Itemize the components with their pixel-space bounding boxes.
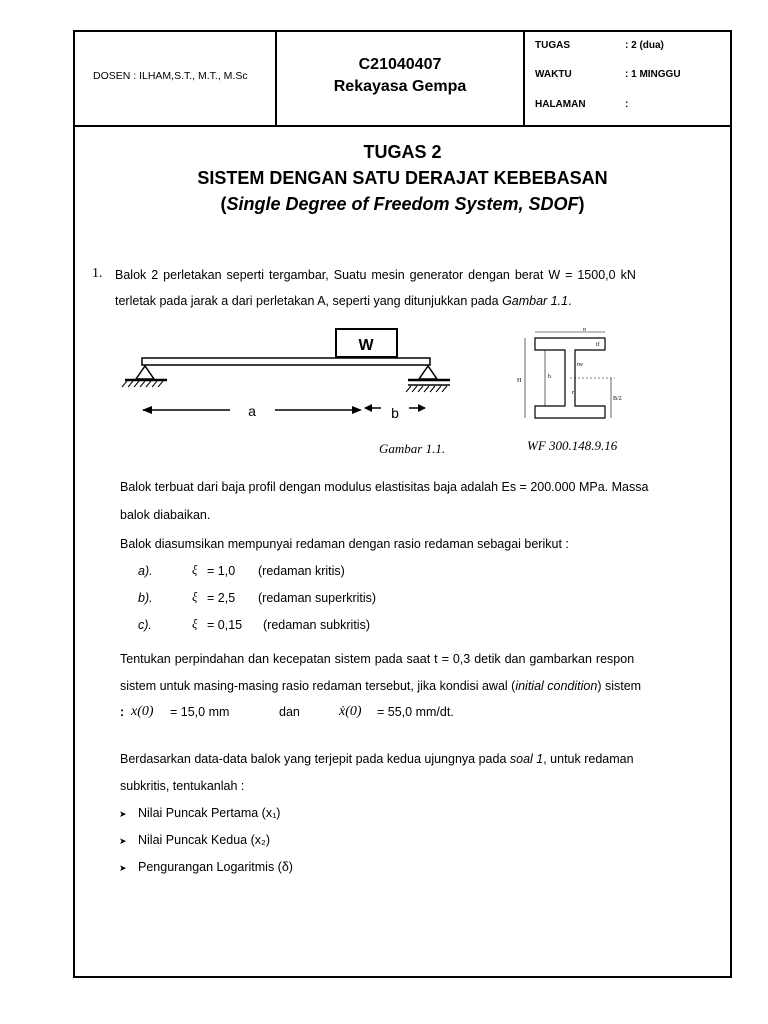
ic-colon: : — [120, 705, 125, 719]
part2-line1: Berdasarkan data-data balok yang terjepit pada kedua ujungnya pada soal 1, untuk redaman — [120, 752, 634, 766]
course-cell — [277, 32, 525, 125]
case-a-value: = 1,0 — [207, 564, 236, 578]
dimension-b — [364, 404, 426, 421]
ic-x0-value: = 15,0 mm — [170, 705, 230, 719]
title-line-1: TUGAS 2 — [363, 142, 442, 162]
header-table — [75, 32, 730, 127]
ic-v0: ẋ(0) — [339, 704, 362, 719]
lecturer-cell — [75, 32, 277, 125]
course-name: Rekayasa Gempa — [333, 78, 467, 95]
problem-number: 1. — [92, 266, 103, 281]
bullet-item-2: Nilai Puncak Kedua (x₂) — [138, 833, 270, 847]
meta-label-waktu: WAKTU — [535, 69, 572, 80]
task-line1: Tentukan perpindahan dan kecepatan sistem pada saat t = 0,3 detik dan gambarkan respon — [120, 652, 635, 666]
damping-intro: Balok diasumsikan mempunyai redaman dengan rasio redaman sebagai berikut : — [120, 537, 569, 551]
case-b-symbol: ξ — [192, 590, 198, 604]
section-label: WF 300.148.9.16 — [527, 438, 618, 453]
dim-b-label: b — [391, 405, 399, 421]
beam — [142, 358, 430, 365]
support-a — [122, 366, 167, 387]
bullet-item-3: Pengurangan Logaritmis (δ) — [138, 860, 293, 874]
bullet-marker: ➤ — [119, 863, 127, 873]
case-a-desc: (redaman kritis) — [258, 564, 345, 578]
document-frame — [73, 30, 732, 978]
meta-value-halaman: : — [625, 99, 629, 110]
meta-value-waktu: : 1 MINGGU — [625, 69, 681, 80]
bullet-marker: ➤ — [119, 836, 127, 846]
lecturer: DOSEN : ILHAM,S.T., M.T., M.Sc — [93, 70, 248, 82]
case-c-symbol: ξ — [192, 617, 198, 631]
title-line-3: (Single Degree of Freedom System, SDOF) — [220, 194, 585, 214]
course-code: C21040407 — [358, 56, 442, 73]
task-line2: sistem untuk masing-masing rasio redaman tersebut, jika kondisi awal (initial condition) sistem — [120, 679, 642, 693]
ic-x0: x(0) — [131, 704, 154, 719]
case-c-desc: (redaman subkritis) — [263, 618, 370, 632]
problem-intro-line1: Balok 2 perletakan seperti tergambar, Suatu mesin generator dengan berat W = 1500,0 kN — [115, 268, 636, 282]
bullet-item-1: Nilai Puncak Pertama (x₁) — [138, 806, 281, 820]
part2-line2: subkritis, tentukanlah : — [120, 779, 245, 793]
case-a-label: a). — [138, 564, 153, 578]
case-a-symbol: ξ — [192, 563, 198, 577]
section-mark-h: h — [548, 374, 551, 380]
dimension-a — [142, 403, 362, 419]
beam-figure — [115, 322, 465, 422]
ic-and: dan — [279, 705, 300, 719]
section-mark-tw: tw — [577, 362, 583, 368]
wf-section-figure — [515, 328, 635, 438]
meta-value-tugas: : 2 (dua) — [625, 40, 664, 51]
section-mark-b: b — [583, 328, 586, 333]
ic-v0-value: = 55,0 mm/dt. — [377, 705, 454, 719]
case-b-value: = 2,5 — [207, 591, 236, 605]
case-b-label: b). — [138, 591, 153, 605]
section-mark-H: H — [517, 378, 522, 384]
title-line-2: SISTEM DENGAN SATU DERAJAT KEBEBASAN — [197, 168, 608, 188]
bullet-marker: ➤ — [119, 809, 127, 819]
support-b — [406, 366, 450, 392]
figure-caption: Gambar 1.1. — [379, 441, 446, 456]
section-mark-b2: B/2 — [613, 396, 622, 402]
material-line1: Balok terbuat dari baja profil dengan modulus elastisitas baja adalah Es = 200.000 MPa. Massa — [120, 480, 649, 494]
meta-label-halaman: HALAMAN — [535, 99, 586, 110]
load-label: W — [358, 337, 374, 354]
case-c-value: = 0,15 — [207, 618, 243, 632]
meta-label-tugas: TUGAS — [535, 40, 570, 51]
case-c-label: c). — [138, 618, 152, 632]
case-b-desc: (redaman superkritis) — [258, 591, 377, 605]
section-mark-r: r — [572, 390, 574, 396]
material-line2: balok diabaikan. — [120, 508, 211, 522]
dim-a-label: a — [248, 403, 256, 419]
section-mark-tf: tf — [596, 342, 600, 348]
problem-intro-line2: terletak pada jarak a dari perletakan A, seperti yang ditunjukkan pada Gambar 1.1. — [115, 294, 572, 308]
